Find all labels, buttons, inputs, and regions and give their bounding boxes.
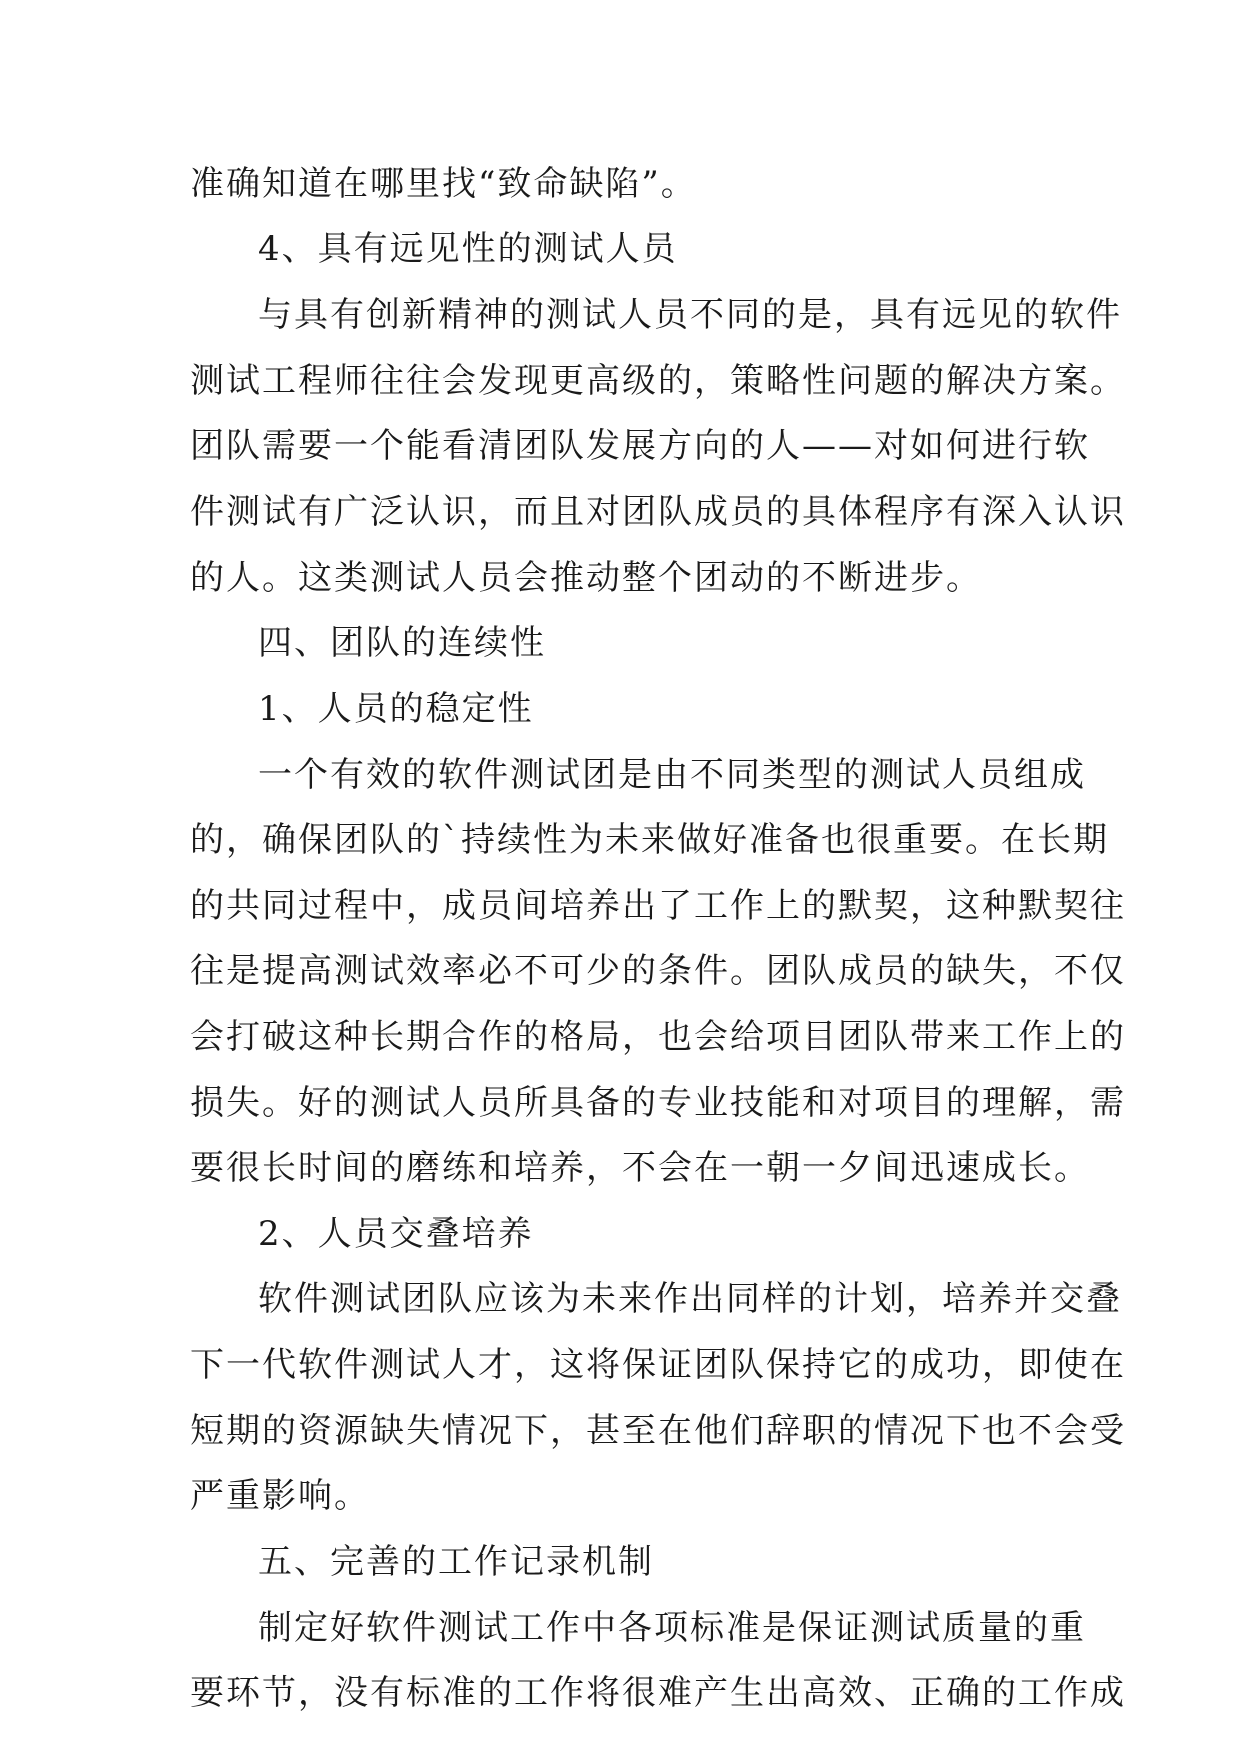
text-line: 件测试有广泛认识，而且对团队成员的具体程序有深入认识 [190,492,1126,532]
section-heading: 五、完善的工作记录机制 [258,1542,654,1582]
text-line: 会打破这种长期合作的格局，也会给项目团队带来工作上的 [190,1017,1126,1057]
text-line: 团队需要一个能看清团队发展方向的人——对如何进行软 [190,426,1090,466]
text-line: 软件测试团队应该为未来作出同样的计划，培养并交叠 [258,1279,1122,1319]
text-line: 短期的资源缺失情况下，甚至在他们辞职的情况下也不会受 [190,1411,1126,1451]
text-line: 严重影响。 [190,1476,370,1516]
text-line: 准确知道在哪里找“致命缺陷”。 [190,164,697,204]
section-heading: 4、具有远见性的测试人员 [258,229,678,269]
text-line: 的，确保团队的`持续性为未来做好准备也很重要。在长期 [190,820,1109,860]
text-line: 一个有效的软件测试团是由不同类型的测试人员组成 [258,755,1086,795]
text-line: 测试工程师往往会发现更高级的，策略性问题的解决方案。 [190,361,1126,401]
text-line: 往是提高测试效率必不可少的条件。团队成员的缺失，不仅 [190,951,1126,991]
text-line: 制定好软件测试工作中各项标准是保证测试质量的重 [258,1608,1086,1648]
section-heading: 1、人员的稳定性 [258,689,534,729]
text-line: 下一代软件测试人才，这将保证团队保持它的成功，即使在 [190,1345,1126,1385]
text-line: 要很长时间的磨练和培养，不会在一朝一夕间迅速成长。 [190,1148,1090,1188]
section-heading: 四、团队的连续性 [258,623,546,663]
text-line: 的共同过程中，成员间培养出了工作上的默契，这种默契往 [190,886,1126,926]
text-line: 的人。这类测试人员会推动整个团动的不断进步。 [190,558,982,598]
text-line: 损失。好的测试人员所具备的专业技能和对项目的理解，需 [190,1083,1126,1123]
text-line: 与具有创新精神的测试人员不同的是，具有远见的软件 [258,295,1122,335]
section-heading: 2、人员交叠培养 [258,1214,534,1254]
text-line: 要环节，没有标准的工作将很难产生出高效、正确的工作成 [190,1673,1126,1713]
